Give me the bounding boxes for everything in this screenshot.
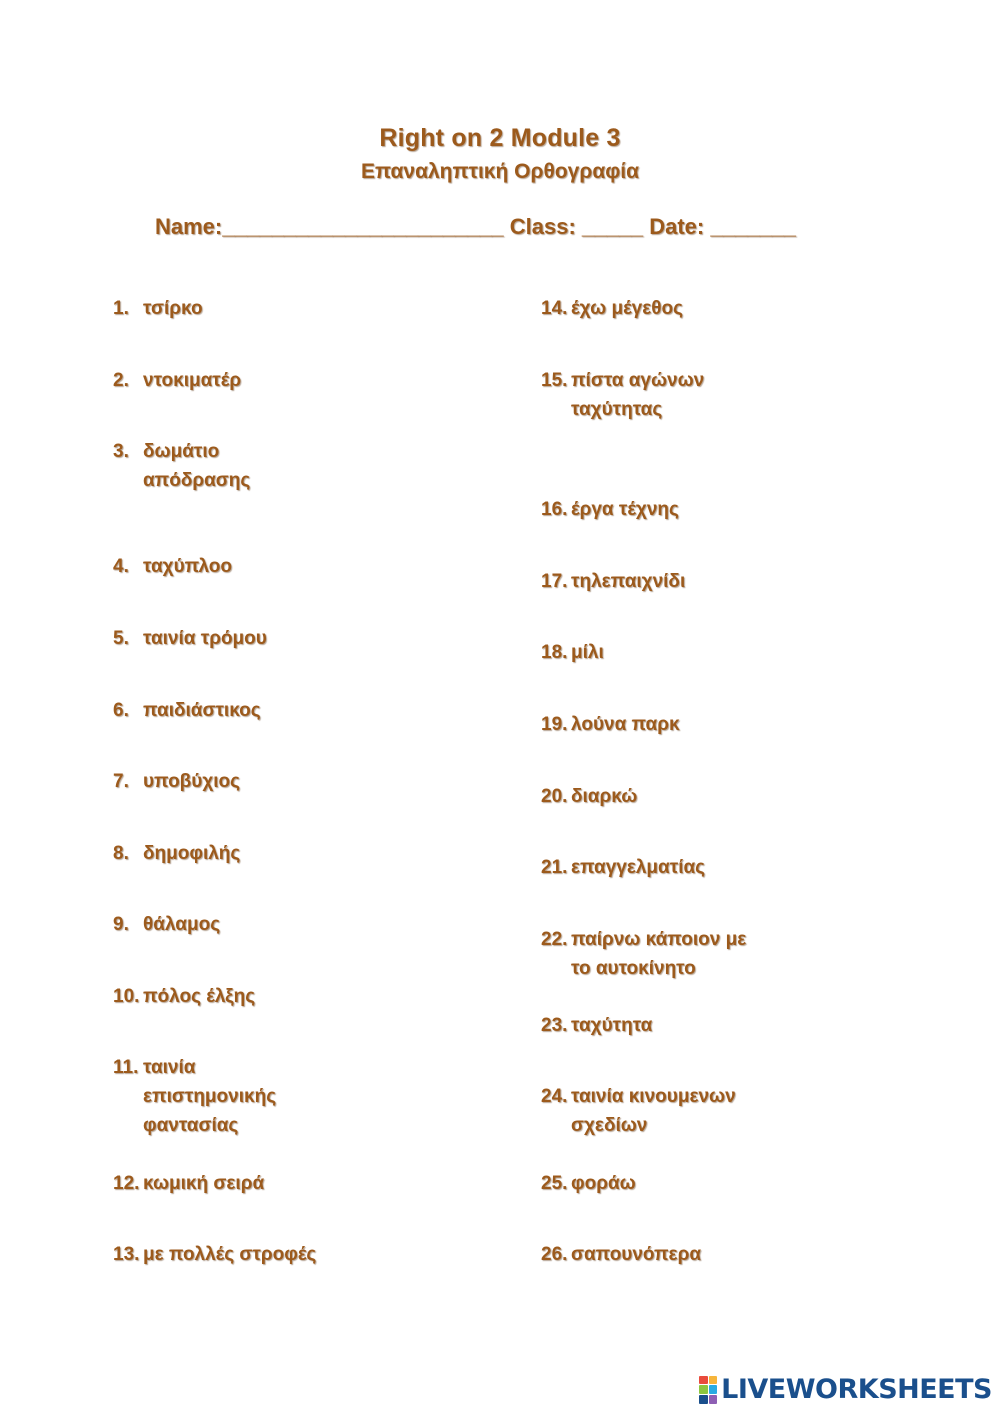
word-item-17: 17. τηλεπαιχνίδι (541, 571, 686, 592)
word-item-23: 23. ταχύτητα (541, 1015, 653, 1036)
word-item-18: 18. μίλι (541, 642, 604, 663)
word-item-24: 24. ταινία κινουμενων σχεδίων (541, 1086, 736, 1136)
word-item-10: 10. πόλος έλξης (113, 986, 256, 1007)
word-item-20: 20. διαρκώ (541, 786, 638, 807)
word-item-1: 1. τσίρκο (113, 298, 203, 319)
logo-text: LIVEWORKSHEETS (721, 1374, 992, 1405)
word-item-14: 14. έχω μέγεθος (541, 298, 683, 319)
word-item-25: 25. φοράω (541, 1173, 636, 1194)
word-item-12: 12. κωμική σειρά (113, 1173, 265, 1194)
word-item-8: 8. δημοφιλής (113, 843, 241, 864)
word-item-11: 11. ταινία επιστημονικής φαντασίας (113, 1057, 277, 1136)
word-item-22: 22. παίρνω κάποιον με το αυτοκίνητο (541, 929, 747, 979)
word-item-6: 6. παιδιάστικος (113, 700, 261, 721)
word-item-4: 4. ταχύπλοο (113, 556, 233, 577)
name-class-date-line: Name:_______________________ Class: _____ Date: _______ (155, 214, 796, 239)
word-item-26: 26. σαπουνόπερα (541, 1244, 702, 1265)
word-item-21: 21. επαγγελματίας (541, 857, 706, 878)
word-item-3: 3. δωμάτιο απόδρασης (113, 441, 251, 491)
word-item-7: 7. υποβύχιος (113, 771, 241, 792)
page-title: Right on 2 Module 3 (379, 124, 621, 152)
word-item-2: 2. ντοκιματέρ (113, 370, 242, 391)
liveworksheets-logo[interactable] (699, 1374, 992, 1405)
word-item-15: 15. πίστα αγώνων ταχύτητας (541, 370, 705, 420)
word-item-9: 9. θάλαμος (113, 914, 221, 935)
word-item-13: 13. με πολλές στροφές (113, 1244, 317, 1265)
liveworksheets-logo-icon (699, 1376, 717, 1404)
word-item-16: 16. έργα τέχνης (541, 499, 679, 520)
page-subtitle: Επαναληπτική Ορθογραφία (360, 160, 639, 183)
word-item-19: 19. λούνα παρκ (541, 714, 680, 735)
word-item-5: 5. ταινία τρόμου (113, 628, 267, 649)
